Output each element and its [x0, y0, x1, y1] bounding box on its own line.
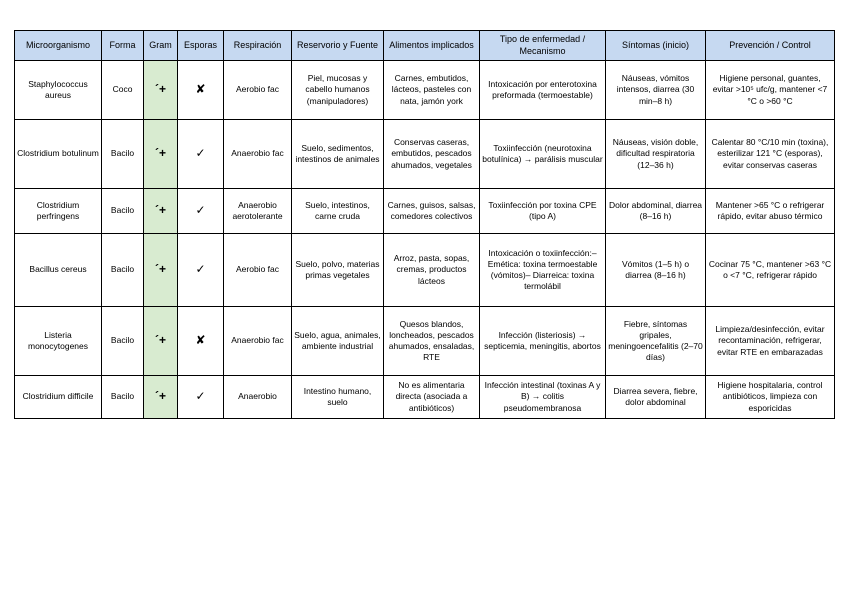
cell-organism: Clostridium botulinum	[15, 120, 102, 189]
cell-gram: ´+	[144, 376, 178, 419]
cell-foods: Carnes, embutidos, lácteos, pasteles con nata, jamón york	[384, 61, 480, 120]
cell-foods: No es alimentaria directa (asociada a antibióticos)	[384, 376, 480, 419]
cell-shape: Bacilo	[102, 189, 144, 234]
header-gram: Gram	[144, 31, 178, 61]
cell-organism: Bacillus cereus	[15, 234, 102, 307]
cell-disease: Toxiinfección (neurotoxina botulínica) → parálisis muscular	[480, 120, 606, 189]
cell-gram: ´+	[144, 307, 178, 376]
cell-disease: Toxiinfección por toxina CPE (tipo A)	[480, 189, 606, 234]
cell-reservoir: Piel, mucosas y cabello humanos (manipuladores)	[292, 61, 384, 120]
cell-shape: Coco	[102, 61, 144, 120]
cell-reservoir: Suelo, intestinos, carne cruda	[292, 189, 384, 234]
cell-respiration: Aerobio fac	[224, 234, 292, 307]
header-microorganismo: Microorganismo	[15, 31, 102, 61]
cell-reservoir: Suelo, polvo, materias primas vegetales	[292, 234, 384, 307]
cell-symptoms: Fiebre, síntomas gripales, meningoencefalitis (2–70 días)	[606, 307, 706, 376]
header-prevencion: Prevención / Control	[706, 31, 835, 61]
cell-respiration: Aerobio fac	[224, 61, 292, 120]
table-row	[15, 376, 835, 419]
cell-symptoms: Náuseas, vómitos intensos, diarrea (30 min–8 h)	[606, 61, 706, 120]
cell-gram: ´+	[144, 189, 178, 234]
cell-respiration: Anaerobio aerotolerante	[224, 189, 292, 234]
cell-disease: Infección intestinal (toxinas A y B) → colitis pseudomembranosa	[480, 376, 606, 419]
cell-prevention: Higiene hospitalaria, control antibióticos, limpieza con esporicidas	[706, 376, 835, 419]
cell-spores-check-icon: ✓	[178, 376, 224, 419]
cell-prevention: Higiene personal, guantes, evitar >10⁵ ufc/g, mantener <7 °C o >60 °C	[706, 61, 835, 120]
table-row	[15, 234, 835, 307]
cell-respiration: Anaerobio	[224, 376, 292, 419]
header-tipo-enfermedad: Tipo de enfermedad / Mecanismo	[480, 31, 606, 61]
cell-prevention: Calentar 80 °C/10 min (toxina), esterilizar 121 °C (esporas), evitar conservas caseras	[706, 120, 835, 189]
cell-foods: Quesos blandos, loncheados, pescados ahumados, ensaladas, RTE	[384, 307, 480, 376]
cell-reservoir: Intestino humano, suelo	[292, 376, 384, 419]
cell-organism: Listeria monocytogenes	[15, 307, 102, 376]
cell-gram: ´+	[144, 61, 178, 120]
cell-symptoms: Náuseas, visión doble, dificultad respiratoria (12–36 h)	[606, 120, 706, 189]
cell-gram: ´+	[144, 234, 178, 307]
cell-spores-check-icon: ✓	[178, 189, 224, 234]
cell-foods: Conservas caseras, embutidos, pescados ahumados, vegetales	[384, 120, 480, 189]
cell-disease: Intoxicación o toxiinfección:– Emética: toxina termoestable (vómitos)– Diarreica: toxina termolábil	[480, 234, 606, 307]
header-esporas: Esporas	[178, 31, 224, 61]
cell-disease: Infección (listeriosis) → septicemia, meningitis, abortos	[480, 307, 606, 376]
cell-shape: Bacilo	[102, 234, 144, 307]
cell-spores-check-icon: ✓	[178, 234, 224, 307]
cell-reservoir: Suelo, sedimentos, intestinos de animales	[292, 120, 384, 189]
header-respiracion: Respiración	[224, 31, 292, 61]
cell-symptoms: Diarrea severa, fiebre, dolor abdominal	[606, 376, 706, 419]
cell-organism: Clostridium difficile	[15, 376, 102, 419]
cell-organism: Staphylococcus aureus	[15, 61, 102, 120]
cell-foods: Arroz, pasta, sopas, cremas, productos lácteos	[384, 234, 480, 307]
cell-spores-cross-icon: ✘	[178, 307, 224, 376]
header-row	[15, 31, 835, 61]
cell-spores-cross-icon: ✘	[178, 61, 224, 120]
cell-prevention: Cocinar 75 °C, mantener >63 °C o <7 °C, refrigerar rápido	[706, 234, 835, 307]
cell-respiration: Anaerobio fac	[224, 307, 292, 376]
cell-disease: Intoxicación por enterotoxina preformada (termoestable)	[480, 61, 606, 120]
table-row	[15, 61, 835, 120]
table-row	[15, 189, 835, 234]
cell-gram: ´+	[144, 120, 178, 189]
cell-spores-check-icon: ✓	[178, 120, 224, 189]
cell-symptoms: Vómitos (1–5 h) o diarrea (8–16 h)	[606, 234, 706, 307]
cell-symptoms: Dolor abdominal, diarrea (8–16 h)	[606, 189, 706, 234]
cell-organism: Clostridium perfringens	[15, 189, 102, 234]
header-alimentos: Alimentos implicados	[384, 31, 480, 61]
document-sheet	[14, 30, 834, 419]
cell-shape: Bacilo	[102, 120, 144, 189]
table-row	[15, 120, 835, 189]
cell-foods: Carnes, guisos, salsas, comedores colectivos	[384, 189, 480, 234]
header-reservorio: Reservorio y Fuente	[292, 31, 384, 61]
cell-respiration: Anaerobio fac	[224, 120, 292, 189]
microorganism-table	[14, 30, 835, 419]
header-forma: Forma	[102, 31, 144, 61]
cell-reservoir: Suelo, agua, animales, ambiente industrial	[292, 307, 384, 376]
header-sintomas: Síntomas (inicio)	[606, 31, 706, 61]
cell-prevention: Mantener >65 °C o refrigerar rápido, evitar abuso térmico	[706, 189, 835, 234]
cell-shape: Bacilo	[102, 376, 144, 419]
cell-shape: Bacilo	[102, 307, 144, 376]
cell-prevention: Limpieza/desinfección, evitar recontaminación, refrigerar, evitar RTE en embarazadas	[706, 307, 835, 376]
table-row	[15, 307, 835, 376]
